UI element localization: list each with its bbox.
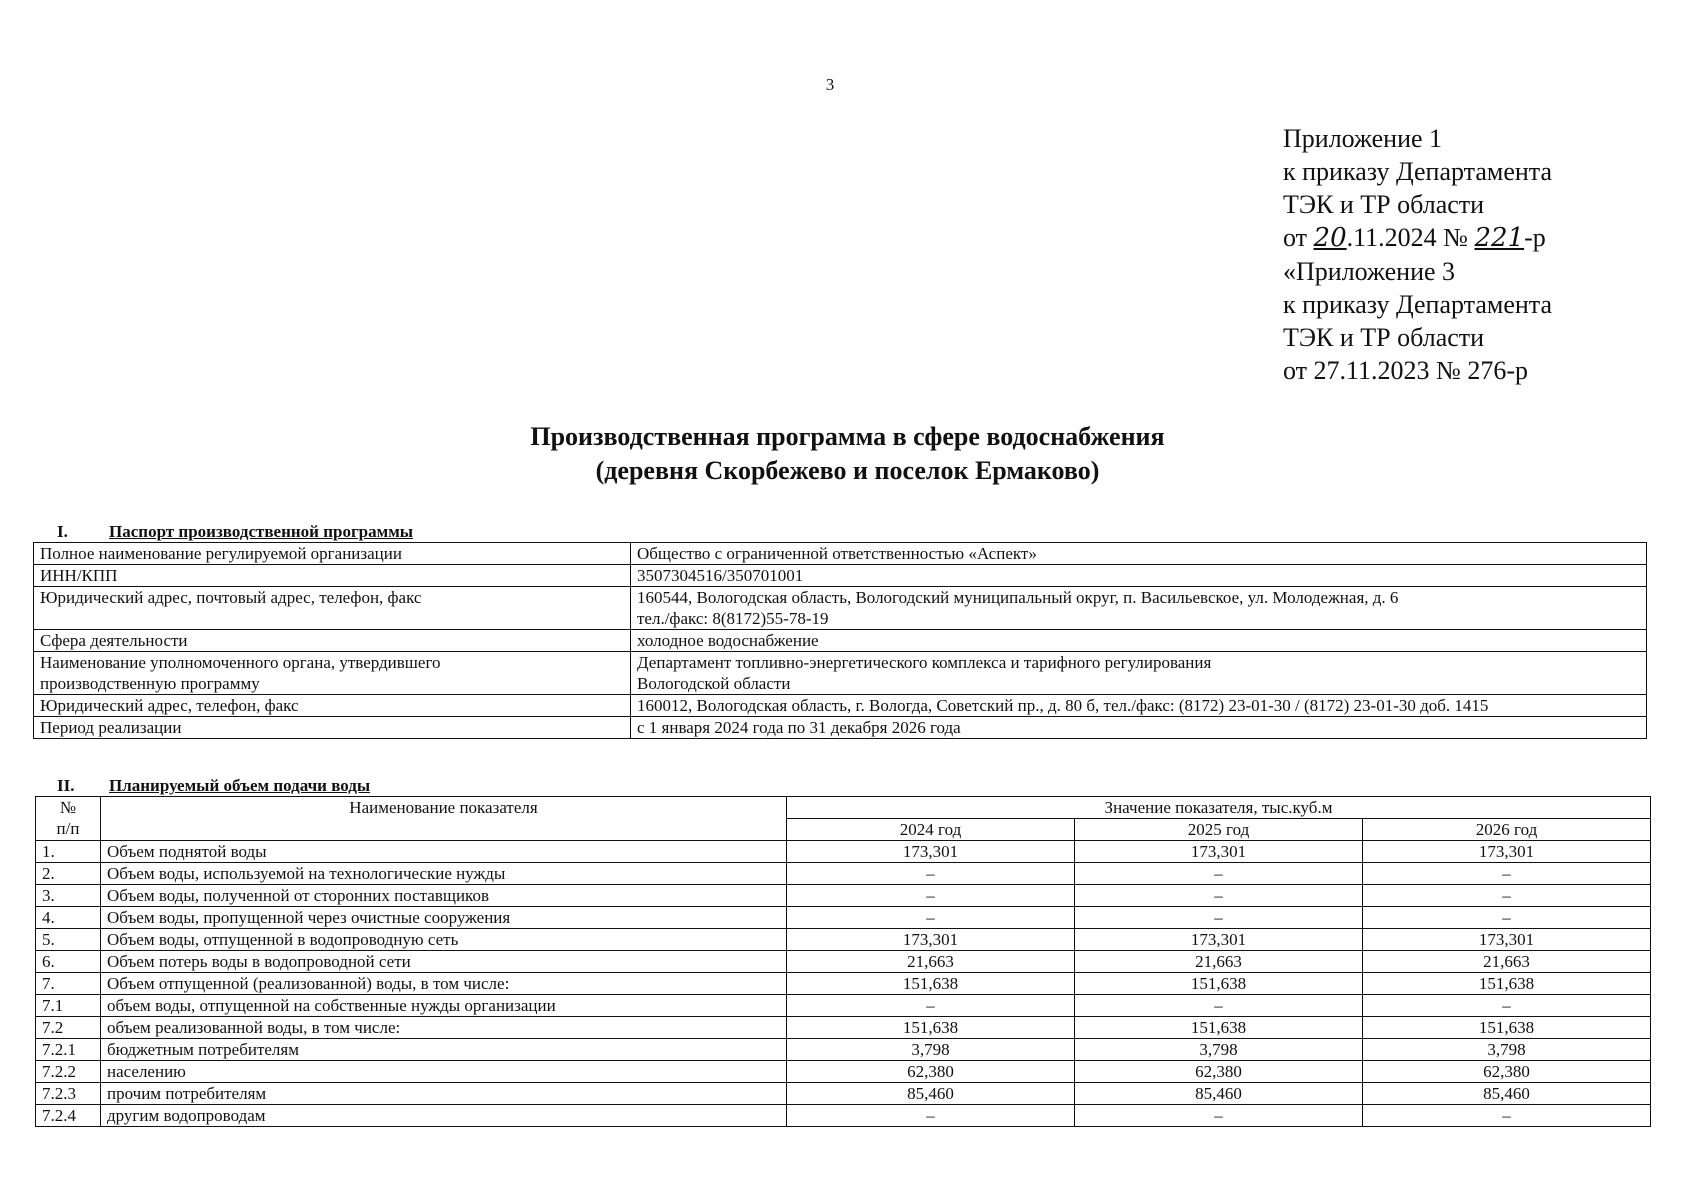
indicator-value: – <box>1075 995 1363 1017</box>
annex-block <box>1283 122 1552 387</box>
indicator-value: 85,460 <box>1075 1083 1363 1105</box>
annex-line: ТЭК и ТР области <box>1283 323 1485 352</box>
passport-value-line: с 1 января 2024 года по 31 декабря 2026 года <box>637 718 961 737</box>
indicator-name: Объем воды, пропущенной через очистные сооружения <box>101 907 787 929</box>
passport-row <box>34 717 1647 739</box>
column-header-name: Наименование показателя <box>101 797 787 841</box>
indicator-name: Объем отпущенной (реализованной) воды, в том числе: <box>101 973 787 995</box>
section-number: I. <box>57 522 68 541</box>
table-row <box>36 973 1651 995</box>
section-heading-volume <box>33 776 370 796</box>
passport-label <box>34 543 631 565</box>
indicator-value: 173,301 <box>1075 929 1363 951</box>
indicator-value: 3,798 <box>787 1039 1075 1061</box>
indicator-value: – <box>787 907 1075 929</box>
table-row <box>36 1061 1651 1083</box>
indicator-value: – <box>1363 885 1651 907</box>
passport-label-line: Юридический адрес, телефон, факс <box>40 696 299 715</box>
annex-line: Приложение 1 <box>1283 124 1443 153</box>
indicator-name: бюджетным потребителям <box>101 1039 787 1061</box>
indicator-name: объем реализованной воды, в том числе: <box>101 1017 787 1039</box>
annex-date-mid: .11.2024 № <box>1346 223 1468 252</box>
volume-table <box>35 796 1651 1127</box>
table-row <box>36 951 1651 973</box>
indicator-value: 151,638 <box>787 1017 1075 1039</box>
passport-value-line: 160012, Вологодская область, г. Вологда, Советский пр., д. 80 б, тел./факс: (8172) 23-01-30 / (8172) 23-01-30 доб. 1415 <box>637 696 1489 715</box>
annex-line: к приказу Департамента <box>1283 290 1553 319</box>
indicator-name: Объем потерь воды в водопроводной сети <box>101 951 787 973</box>
passport-label-line: Полное наименование регулируемой организации <box>40 544 402 563</box>
indicator-value: – <box>787 885 1075 907</box>
indicator-value: 173,301 <box>787 929 1075 951</box>
indicator-name: Объем воды, отпущенной в водопроводную сеть <box>101 929 787 951</box>
passport-label-line: Период реализации <box>40 718 182 737</box>
table-row <box>36 885 1651 907</box>
indicator-value: 62,380 <box>1075 1061 1363 1083</box>
indicator-name: Объем поднятой воды <box>101 841 787 863</box>
annex-date-suffix: -р <box>1524 223 1546 252</box>
row-number: 7.2.1 <box>36 1039 101 1061</box>
indicator-value: 173,301 <box>1363 929 1651 951</box>
column-header-number <box>36 797 101 841</box>
row-number: 2. <box>36 863 101 885</box>
annex-line: «Приложение 3 <box>1283 257 1456 286</box>
indicator-value: – <box>1363 907 1651 929</box>
passport-label-line: ИНН/КПП <box>40 566 118 585</box>
passport-label-line: производственную программу <box>40 674 260 693</box>
section-title: Паспорт производственной программы <box>109 522 414 541</box>
passport-label <box>34 717 631 739</box>
indicator-value: 173,301 <box>787 841 1075 863</box>
annex-date-line <box>1283 221 1552 255</box>
header-text: № <box>59 798 77 817</box>
passport-label-line: Наименование уполномоченного органа, утвердившего <box>40 653 441 672</box>
passport-value-line: 160544, Вологодская область, Вологодский муниципальный округ, п. Васильевское, ул. Молодежная, д. 6 <box>637 588 1399 607</box>
column-header-year: 2026 год <box>1363 819 1651 841</box>
table-row <box>36 995 1651 1017</box>
passport-value-line: 3507304516/350701001 <box>637 566 804 585</box>
passport-row <box>34 587 1647 630</box>
column-header-year: 2025 год <box>1075 819 1363 841</box>
row-number: 7. <box>36 973 101 995</box>
passport-row <box>34 543 1647 565</box>
passport-value <box>631 695 1647 717</box>
indicator-value: 173,301 <box>1075 841 1363 863</box>
passport-label <box>34 565 631 587</box>
handwritten-order-number: 221 <box>1474 223 1525 253</box>
row-number: 1. <box>36 841 101 863</box>
column-header-year: 2024 год <box>787 819 1075 841</box>
column-header-value-group: Значение показателя, тыс.куб.м <box>787 797 1651 819</box>
passport-label <box>34 630 631 652</box>
row-number: 7.2.3 <box>36 1083 101 1105</box>
indicator-name: населению <box>101 1061 787 1083</box>
indicator-value: – <box>1363 1105 1651 1127</box>
header-text: п/п <box>56 819 80 838</box>
row-number: 7.2 <box>36 1017 101 1039</box>
handwritten-day: 20 <box>1313 223 1347 253</box>
section-number: II. <box>57 776 75 795</box>
table-row <box>36 1083 1651 1105</box>
indicator-value: 151,638 <box>1075 1017 1363 1039</box>
table-row <box>36 1017 1651 1039</box>
indicator-value: 62,380 <box>787 1061 1075 1083</box>
indicator-value: – <box>1363 863 1651 885</box>
indicator-value: – <box>1075 907 1363 929</box>
passport-value <box>631 543 1647 565</box>
row-number: 5. <box>36 929 101 951</box>
annex-date-prefix: от <box>1283 223 1308 252</box>
passport-label-line: Сфера деятельности <box>40 631 188 650</box>
indicator-value: 85,460 <box>787 1083 1075 1105</box>
indicator-name: прочим потребителям <box>101 1083 787 1105</box>
annex-line: к приказу Департамента <box>1283 157 1553 186</box>
row-number: 7.2.2 <box>36 1061 101 1083</box>
annex-line: ТЭК и ТР области <box>1283 190 1485 219</box>
table-row <box>36 1039 1651 1061</box>
document-title <box>0 420 1695 488</box>
indicator-value: 151,638 <box>787 973 1075 995</box>
row-number: 7.1 <box>36 995 101 1017</box>
passport-row <box>34 630 1647 652</box>
passport-value-line: холодное водоснабжение <box>637 631 819 650</box>
indicator-value: 21,663 <box>787 951 1075 973</box>
indicator-value: – <box>1075 885 1363 907</box>
indicator-name: другим водопроводам <box>101 1105 787 1127</box>
passport-value <box>631 565 1647 587</box>
indicator-value: 62,380 <box>1363 1061 1651 1083</box>
table-row <box>36 1105 1651 1127</box>
indicator-value: – <box>787 995 1075 1017</box>
passport-value <box>631 630 1647 652</box>
title-line: (деревня Скорбежево и поселок Ермаково) <box>595 456 1100 485</box>
passport-row <box>34 652 1647 695</box>
passport-label <box>34 695 631 717</box>
table-row <box>36 841 1651 863</box>
indicator-value: 151,638 <box>1363 973 1651 995</box>
indicator-value: 21,663 <box>1363 951 1651 973</box>
passport-value-line: Вологодской области <box>637 674 791 693</box>
indicator-value: – <box>1363 995 1651 1017</box>
indicator-name: объем воды, отпущенной на собственные нужды организации <box>101 995 787 1017</box>
indicator-value: 173,301 <box>1363 841 1651 863</box>
indicator-value: – <box>787 1105 1075 1127</box>
indicator-value: 3,798 <box>1363 1039 1651 1061</box>
section-title: Планируемый объем подачи воды <box>109 776 371 795</box>
indicator-value: 151,638 <box>1363 1017 1651 1039</box>
passport-value <box>631 587 1647 630</box>
row-number: 6. <box>36 951 101 973</box>
passport-label <box>34 652 631 695</box>
passport-row <box>34 565 1647 587</box>
passport-value <box>631 652 1647 695</box>
indicator-value: – <box>1075 863 1363 885</box>
passport-label-line: Юридический адрес, почтовый адрес, телефон, факс <box>40 588 422 607</box>
table-row <box>36 929 1651 951</box>
passport-value-line: тел./факс: 8(8172)55-78-19 <box>637 609 829 628</box>
passport-label <box>34 587 631 630</box>
passport-value <box>631 717 1647 739</box>
passport-value-line: Общество с ограниченной ответственностью «Аспект» <box>637 544 1037 563</box>
indicator-name: Объем воды, полученной от сторонних поставщиков <box>101 885 787 907</box>
row-number: 4. <box>36 907 101 929</box>
title-line: Производственная программа в сфере водоснабжения <box>530 422 1165 451</box>
indicator-value: 21,663 <box>1075 951 1363 973</box>
annex-line: от 27.11.2023 № 276-р <box>1283 356 1529 385</box>
row-number: 3. <box>36 885 101 907</box>
page-number: 3 <box>825 75 835 94</box>
passport-value-line: Департамент топливно-энергетического комплекса и тарифного регулирования <box>637 653 1212 672</box>
passport-row <box>34 695 1647 717</box>
indicator-name: Объем воды, используемой на технологические нужды <box>101 863 787 885</box>
indicator-value: 3,798 <box>1075 1039 1363 1061</box>
table-row <box>36 907 1651 929</box>
indicator-value: 151,638 <box>1075 973 1363 995</box>
table-row <box>36 863 1651 885</box>
indicator-value: 85,460 <box>1363 1083 1651 1105</box>
indicator-value: – <box>787 863 1075 885</box>
section-heading-passport <box>33 522 413 542</box>
row-number: 7.2.4 <box>36 1105 101 1127</box>
indicator-value: – <box>1075 1105 1363 1127</box>
passport-table <box>33 542 1647 739</box>
